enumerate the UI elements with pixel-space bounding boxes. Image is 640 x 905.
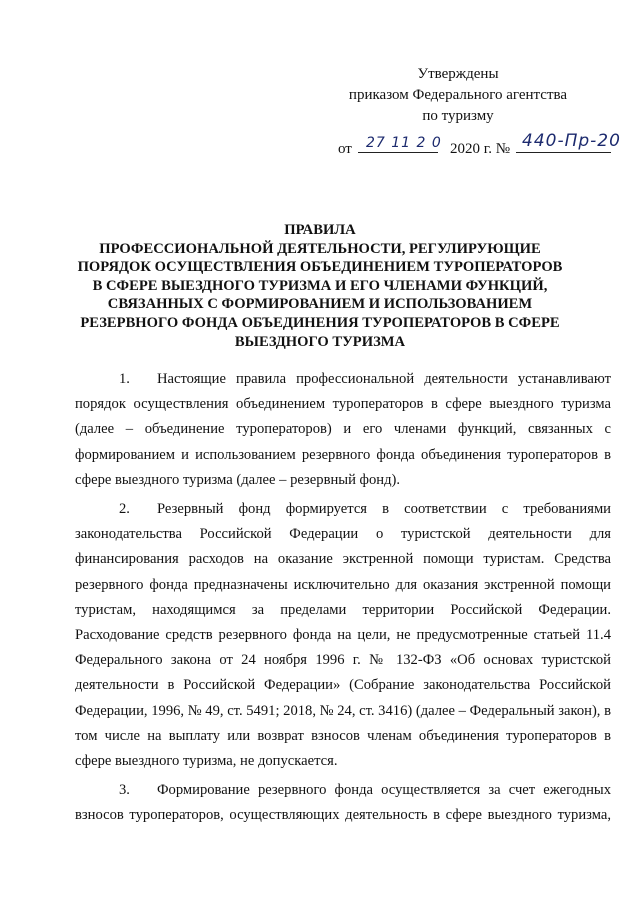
year-text: 2020 г. № xyxy=(450,141,511,157)
handwritten-date: 27 11 2 0 xyxy=(366,135,442,151)
approval-line-1: Утверждены xyxy=(417,66,499,82)
order-date-line xyxy=(338,131,628,161)
title-line: ПОРЯДОК ОСУЩЕСТВЛЕНИЯ ОБЪЕДИНЕНИЕМ ТУРОПЕРАТОРОВ xyxy=(77,259,563,276)
title-line: В СФЕРЕ ВЫЕЗДНОГО ТУРИЗМА И ЕГО ЧЛЕНАМИ ФУНКЦИЙ, xyxy=(92,277,548,294)
document-body xyxy=(75,367,611,833)
title-line: РЕЗЕРВНОГО ФОНДА ОБЪЕДИНЕНИЯ ТУРОПЕРАТОРОВ В СФЕРЕ xyxy=(80,314,560,331)
paragraph-number: 1. xyxy=(119,371,130,387)
approval-line-2: приказом Федерального агентства xyxy=(348,87,568,103)
document-title xyxy=(60,221,580,351)
paragraph-text: Резервный фонд формируется в соответствии с требованиями законодательства Российской Федерации о туристской деятельности для финансирования расходов на оказание экстренной помощи туристам. Средства резервного фонда предназначены исключительно для оказания экстренной помощи туристам, находящимся за пределами территории Российской Федерации. Расходование средств резервного фонда на цели, не предусмотренные статьей 11.4 Федерального закона от 24 ноября 1996 г. № 132-ФЗ «Об основах туристской деятельности в Российской Федерации» (Собрание законодательства Российской Федерации, 1996, № 49, ст. 5491; 2018, № 24, ст. 3416) (далее – Федеральный закон), в том числе на выплату или возврат взносов членам объединения туроператоров в сфере выездного туризма, не допускается. xyxy=(75,501,611,770)
paragraph-number: 2. xyxy=(119,501,130,518)
paragraph-1 xyxy=(75,367,611,493)
date-prefix: от xyxy=(338,141,352,157)
approval-line-3: по туризму xyxy=(422,108,494,124)
title-heading: ПРАВИЛА xyxy=(284,222,356,238)
title-line: ВЫЕЗДНОГО ТУРИЗМА xyxy=(234,333,406,350)
approval-block xyxy=(338,64,628,161)
title-line: ПРОФЕССИОНАЛЬНОЙ ДЕЯТЕЛЬНОСТИ, РЕГУЛИРУЮЩИЕ xyxy=(99,240,541,257)
paragraph-text: Настоящие правила профессиональной деятельности устанавливают порядок осуществления объединением туроператоров в сфере выездного туризма (далее – объединение туроператоров) и его членами функций, связанных с формированием и использованием резервного фонда объединения туроператоров в сфере выездного туризма (далее – резервный фонд). xyxy=(75,371,611,488)
paragraph-3 xyxy=(75,778,611,828)
title-line: СВЯЗАННЫХ С ФОРМИРОВАНИЕМ И ИСПОЛЬЗОВАНИЕМ xyxy=(107,296,533,313)
paragraph-text: Формирование резервного фонда осуществляется за счет ежегодных взносов туроператоров, осуществляющих деятельность в сфере выездного туризма, xyxy=(75,782,611,824)
paragraph-number: 3. xyxy=(119,782,130,799)
paragraph-2 xyxy=(75,497,611,774)
handwritten-number: 440-Пр-20 xyxy=(522,131,621,151)
